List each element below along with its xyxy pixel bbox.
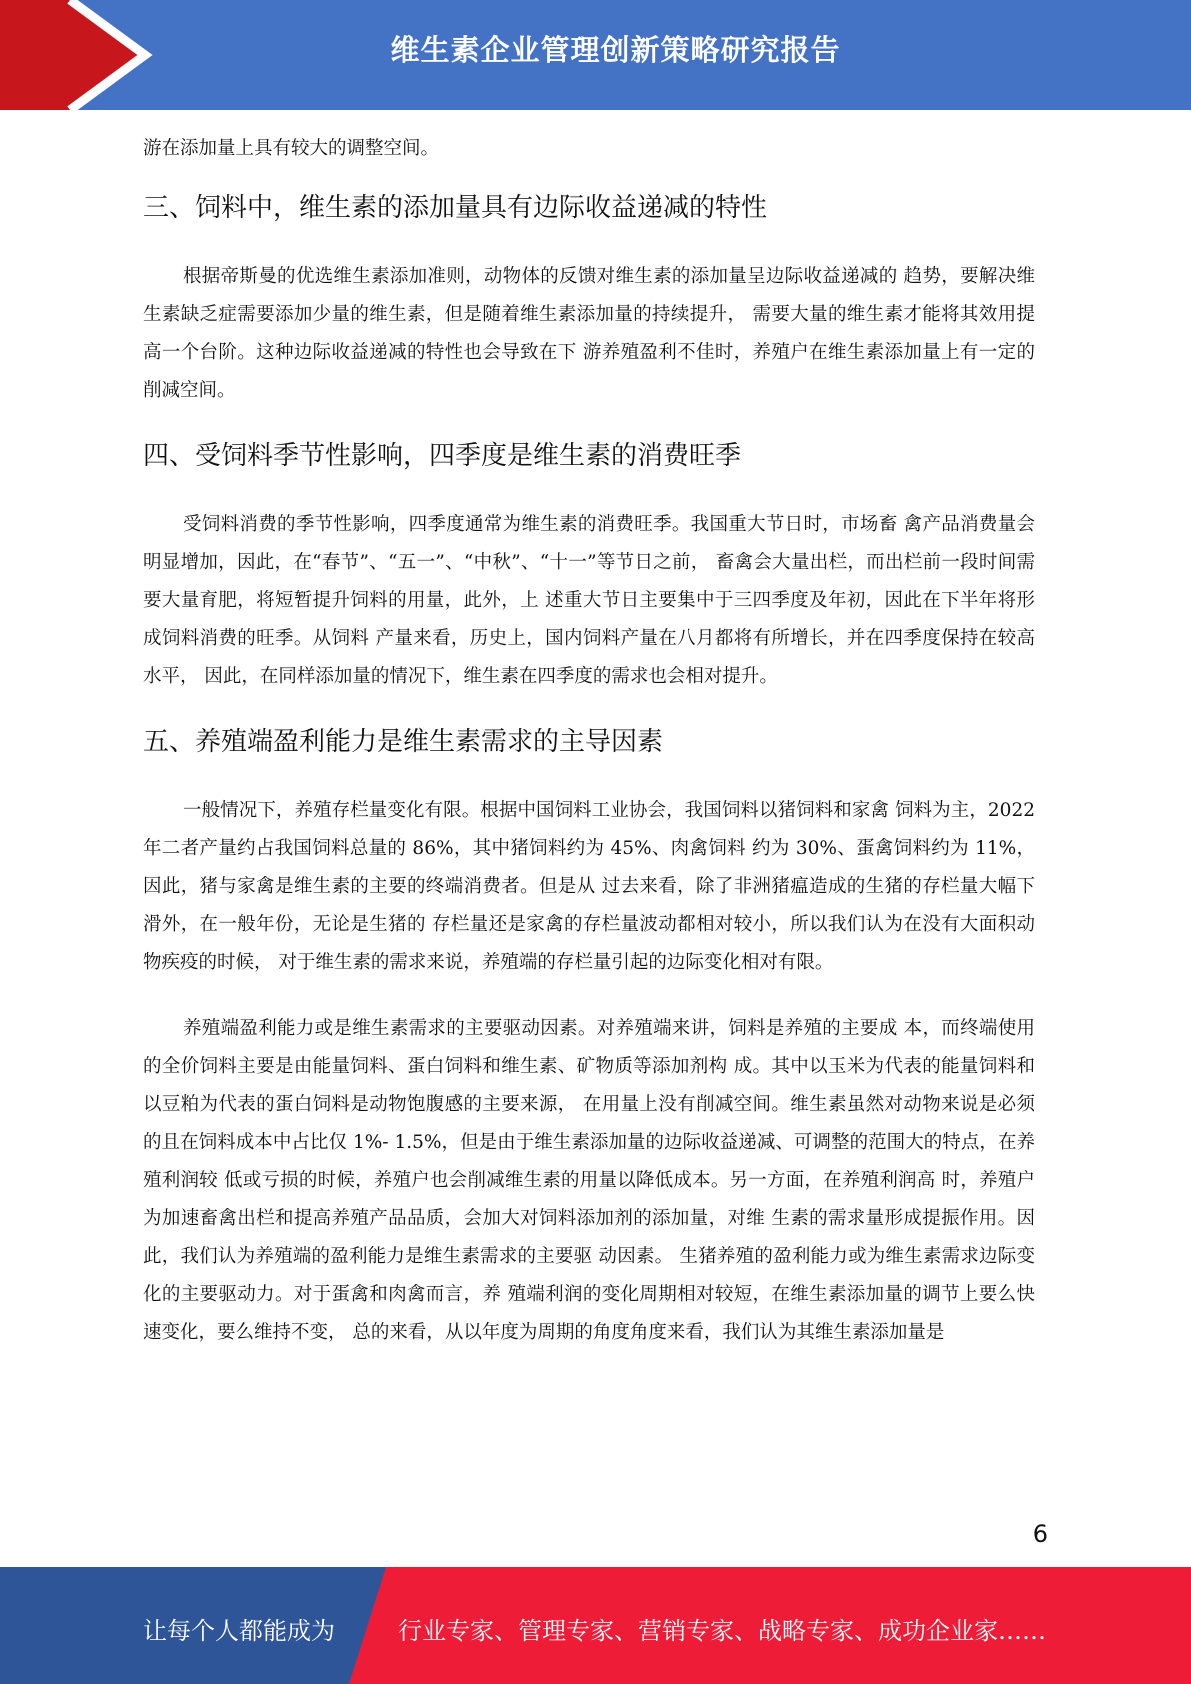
page-header — [0, 0, 1191, 110]
section-4-paragraph: 受饲料消费的季节性影响，四季度通常为维生素的消费旺季。我国重大节日时，市场畜 禽产品消费量会明显增加，因此，在“春节”、“五一”、“中秋”、“十一”等节日之前， 畜禽会大量出栏，而出栏前一段时间需要大量育肥，将短暂提升饲料的用量，此外，上 述重大节日主要集中于三四季度及年初，因此在下半年将形成饲料消费的旺季。从饲料 产量来看，历史上，国内饲料产量在八月都将有所增长，并在四季度保持在较高水平， 因此，在同样添加量的情况下，维生素在四季度的需求也会相对提升。 — [143, 514, 1035, 687]
section-5-heading: 五、养殖端盈利能力是维生素需求的主导因素 — [143, 727, 664, 757]
section-3-heading: 三、饲料中，维生素的添加量具有边际收益递减的特性 — [143, 193, 768, 223]
header-title: 维生素企业管理创新策略研究报告 — [390, 33, 841, 67]
section-4-heading: 四、受饲料季节性影响，四季度是维生素的消费旺季 — [143, 441, 742, 471]
section-5-paragraph-1: 一般情况下，养殖存栏量变化有限。根据中国饲料工业协会，我国饲料以猪饲料和家禽 饲料为主，2022 年二者产量约占我国饲料总量的 86%，其中猪饲料约为 45%、肉禽饲料 约为 30%、蛋禽饲料约为 11%，因此，猪与家禽是维生素的主要的终端消费者。但是从 过去来看，除了非洲猪瘟造成的生猪的存栏量大幅下滑外，在一般年份，无论是生猪的 存栏量还是家禽的存栏量波动都相对较小，所以我们认为在没有大面积动物疾疫的时候， 对于维生素的需求来说，养殖端的存栏量引起的边际变化相对有限。 — [143, 800, 1035, 973]
document-body — [143, 130, 1035, 1352]
section-5-paragraph-2: 养殖端盈利能力或是维生素需求的主要驱动因素。对养殖端来讲，饲料是养殖的主要成 本，而终端使用的全价饲料主要是由能量饲料、蛋白饲料和维生素、矿物质等添加剂构 成。其中以玉米为代表的能量饲料和以豆粕为代表的蛋白饲料是动物饱腹感的主要来源， 在用量上没有削减空间。维生素虽然对动物来说是必须的且在饲料成本中占比仅 1%- 1.5%，但是由于维生素添加量的边际收益递减、可调整的范围大的特点，在养殖利润较 低或亏损的时候，养殖户也会削减维生素的用量以降低成本。另一方面，在养殖利润高 时，养殖户为加速畜禽出栏和提高养殖产品品质，会加大对饲料添加剂的添加量，对维 生素的需求量形成提振作用。因此，我们认为养殖端的盈利能力是维生素需求的主要驱 动因素。 生猪养殖的盈利能力或为维生素需求边际变化的主要驱动力。对于蛋禽和肉禽而言，养 殖端利润的变化周期相对较短，在维生素添加量的调节上要么快速变化，要么维持不变， 总的来看，从以年度为周期的角度角度来看，我们认为其维生素添加量是 — [143, 1018, 1035, 1343]
footer-slogan-left: 让每个人都能成为 — [143, 1617, 335, 1645]
footer-slogan-right: 行业专家、管理专家、营销专家、战略专家、成功企业家…… — [398, 1617, 1046, 1645]
page-number: 6 — [1032, 1520, 1048, 1548]
intro-paragraph: 游在添加量上具有较大的调整空间。 — [143, 138, 440, 159]
section-3-paragraph: 根据帝斯曼的优选维生素添加准则，动物体的反馈对维生素的添加量呈边际收益递减的 趋势，要解决维生素缺乏症需要添加少量的维生素，但是随着维生素添加量的持续提升， 需要大量的维生素才能将其效用提高一个台阶。这种边际收益递减的特性也会导致在下 游养殖盈利不佳时，养殖户在维生素添加量上有一定的削减空间。 — [143, 266, 1035, 401]
page-footer — [0, 1567, 1191, 1684]
